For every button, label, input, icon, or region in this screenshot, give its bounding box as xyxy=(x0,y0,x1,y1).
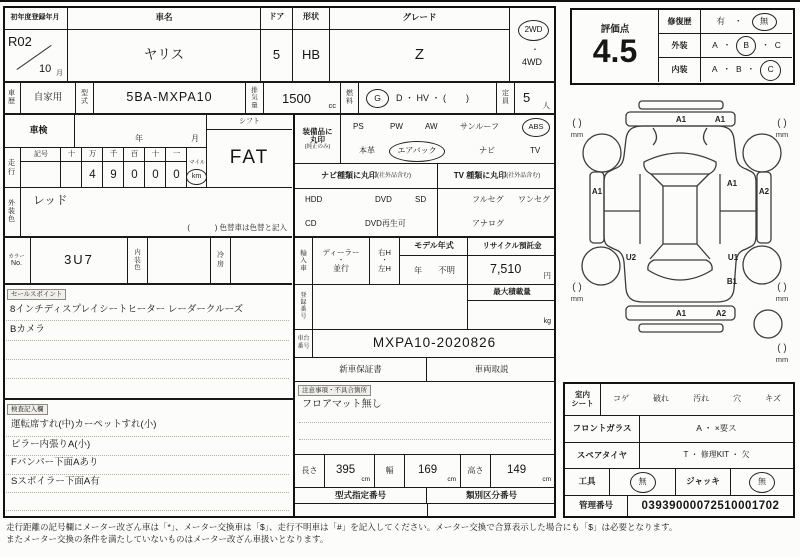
model-year-header: モデル年式 xyxy=(400,238,468,256)
nav-dvd-play: DVD再生可 xyxy=(365,219,406,228)
interior-grade-row xyxy=(659,58,792,82)
diagram-u2: U2 xyxy=(625,253,637,262)
import-dealer: ディーラー xyxy=(322,247,360,257)
connector xyxy=(697,174,709,186)
chassis-label: 車台番号 xyxy=(295,330,313,358)
seat-item-kizu: キズ xyxy=(765,394,781,404)
interior-color-cell xyxy=(148,238,211,285)
history-value: 自家用 xyxy=(21,83,76,115)
tv-fullseg: フルセグ xyxy=(472,195,504,204)
exterior-values xyxy=(701,34,792,58)
rear-window xyxy=(648,260,712,280)
connector xyxy=(650,244,663,259)
width-cell xyxy=(405,455,461,488)
inspector-section xyxy=(3,400,293,518)
km-circled: km xyxy=(186,169,207,185)
fuel-cell xyxy=(359,83,497,115)
footer-note xyxy=(6,521,796,545)
jack-value-cell xyxy=(731,469,793,496)
car-name-cell: ヤリス xyxy=(68,30,261,83)
shaken-label: 車検 xyxy=(3,115,75,148)
ext-color-note: ( ) 色替車は色替と記入 xyxy=(187,222,287,232)
left-side-strip xyxy=(590,172,604,243)
diagram-side-right-a1: A1 xyxy=(726,179,738,188)
tv-row-1 xyxy=(438,189,556,213)
footer-line-2: またメーター交換の条件を満たしていないものはメーター改ざん車扱いとなります。 xyxy=(6,534,329,544)
capacity-unit: 人 xyxy=(542,100,550,110)
equipment-label-3: (純正のみ) xyxy=(304,144,331,151)
import-lh: 左H xyxy=(378,263,391,273)
import-dot-1: ・ xyxy=(337,256,345,264)
right-side-strip xyxy=(757,172,771,243)
width-label: 幅 xyxy=(375,455,405,488)
notes-section xyxy=(295,382,556,455)
model-year-prefix: 年 xyxy=(414,266,422,275)
equip-aw: AW xyxy=(425,122,438,131)
digit-3: 9 xyxy=(110,168,117,181)
hood-line-right xyxy=(704,128,708,145)
equip-abs-circled: ABS xyxy=(522,118,550,137)
inspector-line-1: 運転席すれ(中)カーペットすれ(小) xyxy=(11,419,157,430)
repair-no-circled: 無 xyxy=(752,13,777,31)
diagram-rear-a2: A2 xyxy=(715,309,727,318)
diagram-front-a1-right: A1 xyxy=(714,115,726,124)
digit-header-6: 一 xyxy=(166,148,187,162)
reg-month-unit: 月 xyxy=(56,70,63,77)
equip-ps: PS xyxy=(353,122,364,131)
history-label: 車歴 xyxy=(3,83,21,115)
inspector-line-4: Sスポイラー下面A有 xyxy=(11,476,100,487)
nav-row-1 xyxy=(295,189,438,213)
car-name-header: 車名 xyxy=(68,6,261,30)
color-no-value: 3U7 xyxy=(31,238,128,285)
interior-c-circled: C xyxy=(760,60,781,81)
digit-header-2: 万 xyxy=(82,148,103,162)
digit-header-1: 十 xyxy=(61,148,82,162)
shift-value: FAT xyxy=(207,130,292,188)
dot: ・ xyxy=(722,40,732,51)
dot: ・ xyxy=(761,40,770,51)
model-code: 5BA-MXPA10 xyxy=(94,83,246,115)
seat-item-koge: コゲ xyxy=(613,394,630,404)
divider xyxy=(6,359,289,360)
height-unit: cm xyxy=(542,475,551,483)
divider xyxy=(6,378,289,379)
first-reg-cell xyxy=(3,30,68,83)
diagram-side-right-a2: A2 xyxy=(758,187,770,196)
diagram-front-a1-left: A1 xyxy=(675,115,687,124)
digit-col-4 xyxy=(124,148,145,188)
digit-header-4: 百 xyxy=(124,148,145,162)
model-year-cell xyxy=(400,238,468,285)
wheel-front-right xyxy=(743,134,781,172)
mm-label: mm xyxy=(775,130,789,139)
designation-header: 型式指定番号 xyxy=(295,488,427,504)
sign-header: 記号 xyxy=(21,148,61,162)
equip-sunroof: サンルーフ xyxy=(460,122,499,131)
tv-row-2 xyxy=(438,213,556,238)
displacement-cell xyxy=(264,83,341,115)
ext-color-cell xyxy=(21,188,292,238)
classification-header: 類別区分番号 xyxy=(427,488,556,504)
jack-label: ジャッキ xyxy=(676,469,731,496)
divider xyxy=(299,439,551,440)
exterior-grade-row xyxy=(659,34,792,58)
seat-item-yogore: 汚れ xyxy=(693,394,710,404)
type-row-divider xyxy=(427,504,428,518)
footer-line-1: 走行距離の記号欄にメーター改ざん車は「*」、メーター交換車は「$」、走行不明車は「#」を記入してください。メーター交換で合算表示した場合にも「$」は必要となります。 xyxy=(6,522,678,532)
grade-a: A xyxy=(712,40,718,51)
color-no-label: カラー No. xyxy=(3,238,31,285)
max-load-header: 最大積載量 xyxy=(468,285,556,301)
nav-dvd: DVD xyxy=(375,195,392,204)
equipment-label-1: 装備品に xyxy=(302,126,333,136)
import-rh: 右H xyxy=(378,247,391,257)
recycle-value: 7,510 xyxy=(490,262,522,276)
width-value: 169 xyxy=(418,464,438,476)
digit-col-2 xyxy=(82,148,103,188)
import-parallel: 並行 xyxy=(333,263,349,273)
displacement-unit: cc xyxy=(328,100,336,110)
model-label: 型式 xyxy=(76,83,94,115)
grade-c: C xyxy=(774,40,781,51)
grade-b: B xyxy=(736,64,742,75)
length-cell xyxy=(325,455,375,488)
diagram-side-left-a1: A1 xyxy=(591,187,603,196)
tool-label: 工具 xyxy=(565,469,610,496)
sales-line-2: Bカメラ xyxy=(10,324,45,335)
grade-header: グレード xyxy=(330,6,510,30)
repair-yes: 有 xyxy=(716,16,725,27)
shift-header: シフト xyxy=(207,115,292,130)
height-cell xyxy=(491,455,556,488)
connector xyxy=(697,244,710,259)
model-year-value: 不明 xyxy=(438,265,456,275)
score-value: 4.5 xyxy=(592,33,638,70)
drive-4wd: 4WD xyxy=(522,57,542,67)
fuel-g-circled: G xyxy=(366,89,389,108)
equip-tv: TV xyxy=(530,146,541,155)
shape-header: 形状 xyxy=(293,6,330,30)
cabin-floor xyxy=(663,186,697,244)
mm-label: mm xyxy=(775,355,789,364)
mm-bracket: ( ) xyxy=(777,343,787,354)
nav-sd: SD xyxy=(415,195,427,204)
divider xyxy=(299,422,551,423)
interior-values xyxy=(701,58,792,82)
door-header: ドア xyxy=(261,6,293,30)
digit-col-6 xyxy=(166,148,187,188)
digit-4: 0 xyxy=(131,168,138,181)
mm-label: mm xyxy=(570,130,584,139)
drive-type-cell xyxy=(510,6,556,83)
digit-5: 0 xyxy=(152,168,159,181)
mm-label: mm xyxy=(775,294,789,303)
tool-none-circled: 無 xyxy=(630,472,656,493)
mileage-sign-col xyxy=(21,148,61,188)
import-hand-cell xyxy=(370,238,400,285)
shape-cell: HB xyxy=(293,30,330,83)
spare-tire-label: スペアタイヤ xyxy=(565,443,640,469)
max-load-unit: kg xyxy=(543,318,551,326)
fuel-label: 燃料 xyxy=(341,83,359,115)
digit-header-3: 千 xyxy=(103,148,124,162)
spare-mark-circle xyxy=(754,310,782,338)
glass-label: フロントガラス xyxy=(565,416,640,443)
mgmt-label: 管理番号 xyxy=(565,496,628,516)
divider xyxy=(6,492,289,493)
ext-color-value: レッド xyxy=(33,195,68,207)
seat-item-ana: 穴 xyxy=(733,394,742,404)
digit-col-3 xyxy=(103,148,124,188)
tv-analog: アナログ xyxy=(472,219,504,228)
damage-diagram xyxy=(560,94,800,382)
recycle-unit: 円 xyxy=(543,270,551,280)
divider xyxy=(6,320,289,321)
shaken-cell xyxy=(75,115,207,148)
glass-value: A ・ ×要ス xyxy=(640,416,793,443)
repair-label: 修復歴 xyxy=(659,10,701,34)
grade-cell: Z xyxy=(330,30,510,83)
import-label: 輸入車 xyxy=(295,238,313,285)
width-unit: cm xyxy=(447,475,456,483)
mm-bracket: ( ) xyxy=(777,282,787,293)
roof-strip xyxy=(639,101,723,109)
height-value: 149 xyxy=(507,464,527,476)
hood-line-left xyxy=(653,128,657,145)
ac-cell xyxy=(231,238,292,285)
seat-items xyxy=(601,384,793,416)
repair-row xyxy=(659,10,792,34)
mm-label: mm xyxy=(570,294,584,303)
windshield xyxy=(644,153,716,174)
mgmt-number: 03939000072510001702 xyxy=(641,499,780,512)
wheel-front-left xyxy=(583,134,621,172)
drive-2wd-circled: 2WD xyxy=(518,20,549,41)
fuel-options: D ・ HV ・ ( ) xyxy=(396,93,470,103)
grade-a: A xyxy=(711,64,718,75)
score-cell xyxy=(572,10,659,82)
diagram-b1: B1 xyxy=(726,277,738,286)
digit-2: 4 xyxy=(89,168,96,181)
registration-label: 登録番号 xyxy=(295,285,313,330)
equipment-row-1 xyxy=(341,115,556,140)
diagram-u1: U1 xyxy=(727,253,739,262)
import-dot-2: ・ xyxy=(381,257,388,265)
equip-airbag-circled: エアバック xyxy=(389,141,445,162)
tv-type-header: TV 種類に丸印 (社外品含む) xyxy=(438,164,556,189)
score-box xyxy=(570,8,795,85)
recycle-header: リサイクル預託金 xyxy=(468,238,556,256)
equipment-label-2: 丸印 xyxy=(310,134,325,144)
ac-label: 冷房 xyxy=(211,238,231,285)
divider xyxy=(6,474,289,475)
inspector-line-3: Fバンパー下面Aあり xyxy=(11,457,99,468)
tv-oneseg: ワンセグ xyxy=(518,195,550,204)
diagram-rear-a1: A1 xyxy=(675,309,687,318)
dot: ・ xyxy=(746,64,756,75)
equip-pw: PW xyxy=(390,122,403,131)
interior-color-label: 内装色 xyxy=(128,238,148,285)
shaken-month-label: 月 xyxy=(191,134,199,144)
sales-line-1: 8インチディスプレイシートヒーター レーダークルーズ xyxy=(10,304,244,315)
digit-col-1 xyxy=(61,148,82,188)
recycle-cell xyxy=(468,238,556,285)
mm-bracket: ( ) xyxy=(777,118,787,129)
first-reg-header: 初年度登録年月 xyxy=(3,6,68,30)
length-label: 長さ xyxy=(295,455,325,488)
notes-line-1: フロアマット無し xyxy=(302,399,382,410)
digit-header-5: 十 xyxy=(145,148,166,162)
reg-era: R02 xyxy=(8,34,32,49)
inspector-line-2: ピラー内張りA(小) xyxy=(11,439,91,450)
digit-1 xyxy=(61,162,82,188)
equip-navi: ナビ xyxy=(479,146,495,155)
import-dealer-cell xyxy=(313,238,370,285)
capacity-label: 定員 xyxy=(497,83,515,115)
spare-tire-value: T ・ 修理KIT ・ 欠 xyxy=(640,443,793,469)
digit-col-5 xyxy=(145,148,166,188)
tool-value-cell xyxy=(610,469,676,496)
mm-bracket: ( ) xyxy=(572,118,582,129)
chassis-value: MXPA10-2020826 xyxy=(313,330,556,358)
divider xyxy=(6,340,289,341)
divider xyxy=(6,510,289,511)
score-label: 評価点 xyxy=(600,23,630,35)
nav-type-header: ナビ種類に丸印 (社外品含む) xyxy=(295,164,438,189)
connector xyxy=(651,174,663,186)
mm-bracket: ( ) xyxy=(572,282,582,293)
capacity-cell xyxy=(515,83,556,115)
length-value: 395 xyxy=(336,464,356,476)
divider xyxy=(6,436,289,437)
rear-strip xyxy=(639,324,723,332)
exterior-label: 外装 xyxy=(659,34,701,58)
seat-item-yabure: 破れ xyxy=(653,394,670,404)
warranty-cell: 新車保証書 xyxy=(295,358,427,382)
top-rule xyxy=(0,0,800,2)
seat-label: 室内 シート xyxy=(565,384,601,416)
door-cell: 5 xyxy=(261,30,293,83)
nav-hdd: HDD xyxy=(305,195,323,204)
equipment-row-2 xyxy=(341,140,556,164)
jack-none-circled: 無 xyxy=(749,472,775,493)
dot: ・ xyxy=(734,16,743,27)
notes-tag: 注意事項・不具合箇所 xyxy=(298,385,371,396)
nav-row-2 xyxy=(295,213,438,238)
drive-dot: ・ xyxy=(531,45,539,54)
interior-label: 内装 xyxy=(659,58,701,82)
mile-unit: マイル xyxy=(189,160,206,166)
equipment-label xyxy=(295,115,341,164)
sales-point-tag: セールスポイント xyxy=(7,289,66,300)
divider xyxy=(6,455,289,456)
ext-color-label: 外装色 xyxy=(3,188,21,238)
inspector-tag: 検査記入欄 xyxy=(7,404,48,415)
mileage-label: 走行 xyxy=(3,148,21,188)
length-unit: cm xyxy=(361,475,370,483)
wheel-rear-left xyxy=(582,247,620,285)
sales-point-section xyxy=(3,285,293,400)
height-label: 高さ xyxy=(461,455,491,488)
shaken-year-label: 年 xyxy=(135,134,143,144)
equip-leather: 本革 xyxy=(359,146,375,155)
displacement-value: 1500 xyxy=(282,91,311,106)
registration-cell xyxy=(313,285,468,330)
reg-month-value: 10 xyxy=(39,63,52,75)
dot: ・ xyxy=(722,64,731,75)
digit-6: 0 xyxy=(173,168,180,181)
mile-km-cell xyxy=(187,148,207,188)
displacement-label: 排気量 xyxy=(246,83,264,115)
manual-cell: 車両取説 xyxy=(427,358,556,382)
max-load-cell xyxy=(468,285,556,330)
capacity-value: 5 xyxy=(523,90,531,105)
exterior-b-circled: B xyxy=(736,36,756,56)
repair-values xyxy=(701,10,792,34)
nav-cd: CD xyxy=(305,219,317,228)
wheel-rear-right xyxy=(743,246,781,284)
